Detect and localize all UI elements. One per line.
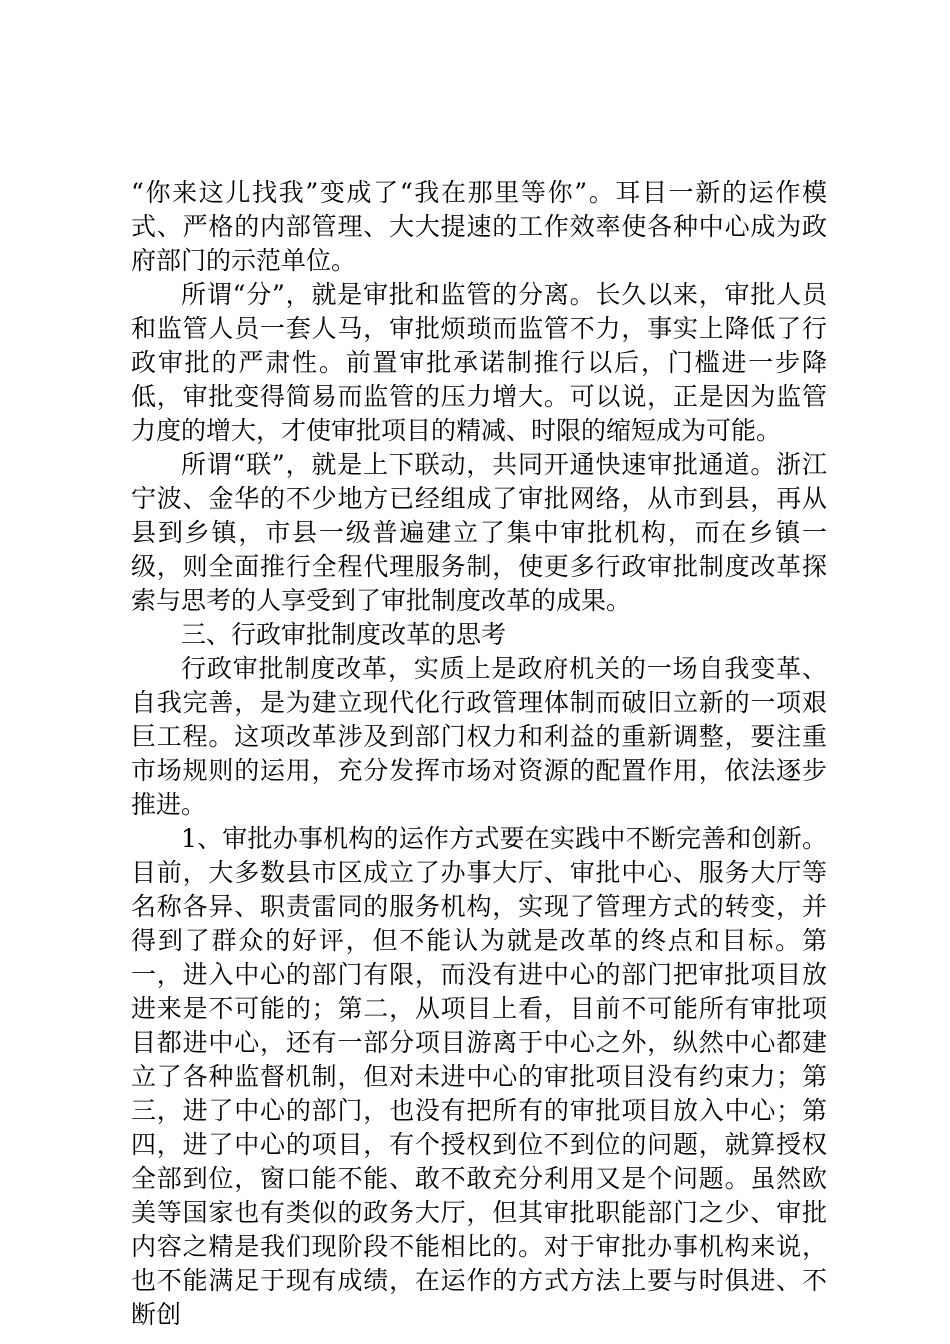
paragraph-lian: 所谓“联”，就是上下联动，共同开通快速审批通道。浙江宁波、金华的不少地方已经组成了审批网络，从市到县，再从县到乡镇，市县一级普遍建立了集中审批机构，而在乡镇一级，则全面推行全程代理服务制，使更多行政审批制度改革探索与思考的人享受到了审批制度改革的成果。 (131, 450, 827, 615)
section-heading: 三、行政审批制度改革的思考 (181, 620, 507, 649)
document-body (131, 176, 827, 1332)
paragraph-point-1: 1、审批办事机构的运作方式要在实践中不断完善和创新。目前，大多数县市区成立了办事大厅、审批中心、服务大厅等名称各异、职责雷同的服务机构，实现了管理方式的转变，并得到了群众的好评，但不能认为就是改革的终点和目标。第一，进入中心的部门有限，而没有进中心的部门把审批项目放进来是不可能的；第二，从项目上看，目前不可能所有审批项目都进中心，还有一部分项目游离于中心之外，纵然中心都建立了各种监督机制，但对未进中心的审批项目没有约束力；第三，进了中心的部门，也没有把所有的审批项目放入中心；第四，进了中心的项目，有个授权到位不到位的问题，就算授权全部到位，窗口能不能、敢不敢充分利用又是个问题。虽然欧美等国家也有类似的政务大厅，但其审批职能部门之少、审批内容之精是我们现阶段不能相比的。对于审批办事机构来说，也不能满足于现有成绩，在运作的方式方法上要与时俱进、不断创 (131, 824, 827, 1329)
paragraph-fen: 所谓“分”，就是审批和监管的分离。长久以来，审批人员和监管人员一套人马，审批烦琐而监管不力，事实上降低了行政审批的严肃性。前置审批承诺制推行以后，门槛进一步降低，审批变得简易而监管的压力增大。可以说，正是因为监管力度的增大，才使审批项目的精减、时限的缩短成为可能。 (131, 280, 827, 445)
paragraph-reform-intro: 行政审批制度改革，实质上是政府机关的一场自我变革、自我完善，是为建立现代化行政管理体制而破旧立新的一项艰巨工程。这项改革涉及到部门权力和利益的重新调整，要注重市场规则的运用，充分发挥市场对资源的配置作用，依法逐步推进。 (131, 654, 827, 819)
paragraph-continuation: “你来这儿找我”变成了“我在那里等你”。耳目一新的运作模式、严格的内部管理、大大提速的工作效率使各种中心成为政府部门的示范单位。 (131, 178, 827, 275)
